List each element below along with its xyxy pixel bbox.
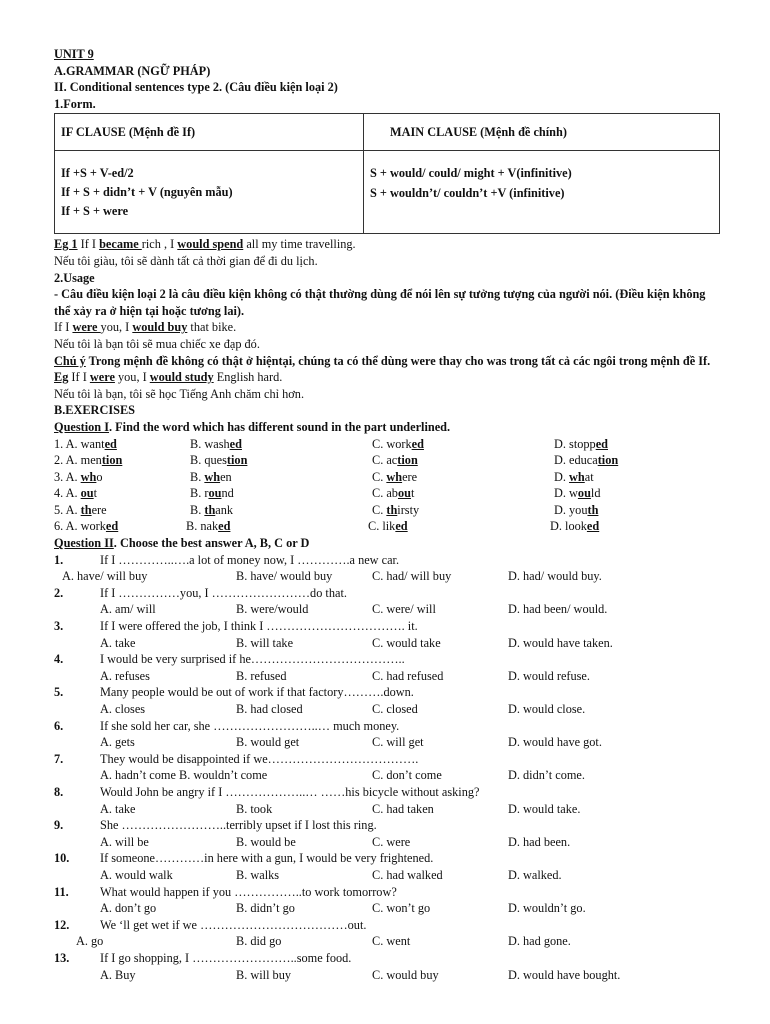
usage-example-underlined: were [72, 320, 101, 335]
main-clause-header: MAIN CLAUSE (Mệnh đề chính) [364, 114, 720, 151]
usage-example-underlined: would buy [132, 320, 188, 335]
q1-option-underlined: th [587, 502, 599, 517]
q2-option: B. would be [236, 834, 296, 849]
question-1-list [54, 436, 724, 536]
q1-row [54, 502, 724, 519]
q1-option-text: ere [402, 469, 418, 484]
q1-option [190, 469, 372, 486]
q2-option: D. walked. [508, 867, 562, 882]
q2-option: A. go [76, 934, 104, 949]
topic-heading: II. Conditional sentences type 2. (Câu điều kiện loại 2) [54, 80, 338, 95]
q2-stem: If she sold her car, she ……………………..… much money. [100, 718, 400, 733]
unit-title: UNIT 9 [54, 47, 94, 61]
q2-answers [54, 635, 724, 652]
q1-option [554, 469, 724, 486]
q1-option-text: C. lik [368, 519, 396, 534]
q2-stem: She ……………………..terribly upset if I lost this ring. [100, 818, 377, 833]
q2-option: C. had refused [372, 668, 444, 683]
q2-stem: They would be disappointed if we………………………………. [100, 751, 419, 766]
q2-answers [54, 933, 724, 950]
q2-option: A. will be [100, 834, 149, 849]
q2-number: 6. [54, 718, 64, 733]
note-text: Trong mệnh đề không có thật ở hiệntại, chúng ta có thể dùng were thay cho was trong tất cả các ngôi trong mệnh đề If. [85, 353, 711, 368]
q1-option [190, 502, 372, 519]
q2-option: B. were/would [236, 602, 309, 617]
q2-number: 11. [54, 884, 69, 899]
q1-option-text: B. [190, 502, 205, 517]
q1-option [372, 469, 554, 486]
q2-answers [54, 900, 724, 917]
q1-option [550, 518, 720, 535]
note-example [54, 369, 724, 386]
q2-question [54, 751, 724, 768]
q2-option: B. did go [236, 934, 282, 949]
q2-stem: If I go shopping, I ……………………..some food. [100, 950, 352, 965]
q1-option-text: C. [372, 469, 387, 484]
usage-example [54, 319, 724, 336]
q1-option-text: en [220, 469, 232, 484]
q1-option-text: C. [372, 502, 387, 517]
q1-option-text: D. you [554, 502, 588, 517]
q1-option [54, 436, 190, 453]
q1-option-underlined: wh [204, 469, 221, 484]
q2-answers [54, 734, 724, 751]
q1-option [554, 452, 724, 469]
q1-option-underlined: tion [597, 453, 619, 468]
q1-option-underlined: th [80, 502, 92, 517]
q2-answers [54, 568, 724, 585]
q2-question [54, 917, 724, 934]
q1-option [54, 502, 190, 519]
q1-option-underlined: ed [595, 436, 608, 451]
q2-option: C. closed [372, 702, 418, 716]
q2-option: B. would get [236, 735, 300, 750]
q1-option-text: at [584, 469, 594, 484]
note-label: Chú ý [54, 353, 86, 368]
q1-row [54, 436, 724, 453]
q2-option: C. had taken [372, 801, 434, 816]
q2-question [54, 850, 724, 867]
q2-question [54, 651, 724, 668]
q1-option [554, 436, 724, 453]
q1-option [372, 502, 554, 519]
q1-option-text: B. ques [190, 453, 227, 468]
question-1-label: Question I [54, 419, 110, 434]
q1-option [554, 485, 724, 502]
q1-option-text: B. wash [190, 436, 230, 451]
q2-question [54, 950, 724, 967]
q2-question [54, 817, 724, 834]
q2-number: 3. [54, 619, 64, 634]
q1-option-text: t [93, 486, 98, 501]
q1-option-underlined: ed [586, 519, 600, 534]
q2-option: C. won’t go [372, 901, 431, 916]
q1-option-text: B. r [190, 486, 209, 501]
q2-stem: If someone…………in here with a gun, I would be very frightened. [100, 851, 434, 866]
q2-option: C. were [372, 834, 411, 849]
q2-number: 8. [54, 784, 64, 799]
q1-option-text: ld [590, 486, 601, 501]
q2-option: D. had been. [508, 834, 571, 849]
q2-number: 5. [54, 685, 64, 700]
q1-row [54, 518, 724, 535]
eg1-text: If I [77, 237, 100, 252]
q2-option: D. had gone. [508, 934, 571, 949]
q2-option: A. take [100, 635, 136, 650]
q2-number: 7. [54, 751, 64, 766]
q1-option-text: B. [190, 469, 205, 484]
q2-stem: We ‘ll get wet if we ………………………………out. [100, 917, 367, 932]
q1-option-text: 6. A. work [54, 519, 106, 534]
q2-stem: Would John be angry if I ………………..… ……his bicycle without asking? [100, 784, 480, 799]
exercises-heading: B.EXERCISES [54, 403, 135, 418]
q2-option: A. Buy [100, 967, 136, 982]
q2-option: D. had/ would buy. [508, 569, 602, 584]
main-row-2: S + wouldn’t/ couldn’t +V (infinitive) [370, 186, 565, 201]
q2-option: A. closes [100, 702, 146, 716]
q2-stem: If I ……………you, I ……………………do that. [100, 585, 347, 600]
worksheet-content [54, 46, 724, 983]
question-2-label: Question II [54, 536, 114, 551]
q2-option: D. would have got. [508, 735, 602, 750]
q2-answers [54, 668, 724, 685]
q2-stem: If I were offered the job, I think I ……………………………. it. [100, 619, 418, 634]
q2-stem: Many people would be out of work if that factory……….down. [100, 685, 414, 700]
q2-option: B. will buy [236, 967, 291, 982]
q1-option [54, 452, 190, 469]
q1-option-text: irsty [397, 502, 420, 517]
q1-option-underlined: wh [386, 469, 403, 484]
q1-option-underlined: tion [101, 453, 123, 468]
q1-option-underlined: ed [105, 519, 119, 534]
q1-option [372, 452, 554, 469]
q2-option: C. would buy [372, 967, 439, 982]
q2-answers [54, 701, 724, 718]
q1-row [54, 485, 724, 502]
q1-option-text: 2. A. men [54, 453, 102, 468]
note-translation: Nếu tôi là bạn, tôi sẽ học Tiếng Anh chăm chỉ hơn. [54, 386, 305, 401]
q1-option-underlined: ou [208, 486, 222, 501]
q1-option-text: D. stopp [554, 436, 596, 451]
q2-number: 4. [54, 652, 64, 667]
q1-option-text: nd [221, 486, 234, 501]
q2-answers [54, 834, 724, 851]
q1-option [554, 502, 724, 519]
q2-option: A. have/ will buy [62, 569, 148, 584]
q1-option-text: C. ab [372, 486, 398, 501]
if-clause-header: IF CLAUSE (Mệnh đề If) [55, 114, 364, 151]
q1-option [372, 485, 554, 502]
eg1-translation: Nếu tôi giàu, tôi sẽ dành tất cả thời gian để đi du lịch. [54, 253, 318, 268]
q2-answers [54, 601, 724, 618]
q1-option-text: t [410, 486, 415, 501]
eg1-text: rich , I [141, 237, 178, 252]
q2-option: D. would have taken. [508, 635, 613, 650]
q1-option [190, 436, 372, 453]
q2-option: B. have/ would buy [236, 569, 333, 584]
main-row-1: S + would/ could/ might + V(infinitive) [370, 166, 572, 181]
q1-option-underlined: ou [80, 486, 94, 501]
q2-option: B. took [236, 801, 273, 816]
usage-heading: 2.Usage [54, 270, 95, 285]
main-clause-formulas [364, 151, 720, 234]
q1-option-text: D. [554, 469, 570, 484]
eg1-label: Eg 1 [54, 237, 78, 252]
q2-option: C. went [372, 934, 411, 949]
form-table [54, 113, 720, 234]
q1-option-text: ere [91, 502, 107, 517]
usage-example-text: you, I [100, 320, 133, 335]
q2-option: D. would take. [508, 801, 581, 816]
note-eg-underlined: were [89, 370, 115, 385]
q1-option [54, 485, 190, 502]
q2-question [54, 585, 724, 602]
q1-option-text: D. w [554, 486, 578, 501]
q1-option [372, 436, 554, 453]
q2-option: B. walks [236, 867, 280, 882]
q1-option-underlined: ed [229, 436, 242, 451]
note-paragraph [54, 353, 724, 370]
q1-option [190, 485, 372, 502]
note-eg-label: Eg [54, 370, 69, 385]
q1-option-underlined: tion [397, 453, 418, 468]
q2-option: B. didn’t go [236, 901, 295, 916]
q2-option: A. refuses [100, 668, 150, 683]
question-2-list [54, 552, 724, 983]
q2-number: 9. [54, 818, 64, 833]
q2-option: D. would refuse. [508, 668, 590, 683]
q1-option-text: C. work [372, 436, 412, 451]
q2-question [54, 784, 724, 801]
q1-option-text: D. educa [554, 453, 598, 468]
note-eg-underlined: would study [149, 370, 214, 385]
q1-option-underlined: ou [577, 486, 591, 501]
q1-option-text: 5. A. [54, 502, 81, 517]
q2-option: D. would have bought. [508, 967, 621, 982]
q1-option-underlined: tion [226, 453, 248, 468]
q1-option [368, 518, 550, 535]
q2-number: 1. [54, 552, 64, 567]
q2-option: A. gets [100, 735, 135, 750]
q2-stem: If I …………..….a lot of money now, I ………….a new car. [100, 552, 400, 567]
q2-number: 2. [54, 585, 64, 600]
q1-option-text: 4. A. [54, 486, 81, 501]
q1-option-text: 3. A. [54, 469, 81, 484]
note-eg-text: English hard. [213, 370, 283, 385]
q2-question [54, 684, 724, 701]
q1-option [54, 469, 190, 486]
question-1-text: . Find the word which has different sound in the part underlined. [109, 419, 451, 434]
eg1-underlined: became [99, 237, 142, 252]
q2-option: C. had walked [372, 867, 443, 882]
if-row-3: If + S + were [61, 203, 129, 218]
q2-question [54, 884, 724, 901]
q1-row [54, 452, 724, 469]
if-row-2: If + S + didn’t + V (nguyên mẫu) [61, 184, 233, 199]
q1-option-underlined: th [386, 502, 398, 517]
q2-question [54, 618, 724, 635]
q2-option: A. hadn’t come B. wouldn’t come [100, 768, 268, 783]
usage-translation: Nếu tôi là bạn tôi sẽ mua chiếc xe đạp đó. [54, 336, 260, 351]
q1-option-text: o [96, 469, 103, 484]
question-2-text: . Choose the best answer A, B, C or D [113, 536, 310, 551]
question-1-heading [54, 419, 724, 436]
q2-option [236, 767, 372, 784]
eg1-text: all my time travelling. [243, 237, 356, 252]
q2-option: C. would take [372, 635, 441, 650]
section-a-heading: A.GRAMMAR (NGỮ PHÁP) [54, 63, 211, 78]
q1-option-text: ank [215, 502, 234, 517]
note-eg-text: you, I [114, 370, 150, 385]
q2-number: 13. [54, 950, 70, 965]
q1-option [190, 452, 372, 469]
q1-option-underlined: th [204, 502, 216, 517]
q1-option-underlined: ed [411, 436, 424, 451]
q1-option-underlined: wh [569, 469, 585, 484]
q1-row [54, 469, 724, 486]
q2-answers [54, 767, 724, 784]
q1-option [186, 518, 368, 535]
q2-option: B. will take [236, 635, 294, 650]
q2-option: C. were/ will [372, 602, 436, 617]
q2-option: A. take [100, 801, 136, 816]
q2-option: C. had/ will buy [372, 569, 452, 584]
q2-option: A. am/ will [100, 602, 156, 617]
q2-option: A. don’t go [100, 901, 157, 916]
q2-stem: I would be very surprised if he……………………………….. [100, 652, 405, 667]
q2-option: C. will get [372, 735, 424, 750]
form-heading: 1.Form. [54, 96, 96, 111]
if-row-1: If +S + V-ed/2 [61, 165, 134, 180]
usage-example-text: If I [54, 320, 73, 335]
eg1-sentence [54, 236, 724, 253]
note-eg-text: If I [68, 370, 90, 385]
q1-option-underlined: ed [104, 436, 117, 451]
q2-answers [54, 801, 724, 818]
q2-option: D. had been/ would. [508, 602, 608, 617]
question-2-heading [54, 535, 724, 552]
q1-option-underlined: ed [218, 519, 231, 534]
q1-option-underlined: ou [397, 486, 411, 501]
q2-option: B. refused [236, 668, 287, 683]
q2-option: D. didn’t come. [508, 768, 585, 783]
usage-example-text: that bike. [187, 320, 237, 335]
q1-option-text: D. look [550, 519, 587, 534]
q1-option-text: C. ac [372, 453, 398, 468]
q2-option: D. would close. [508, 702, 586, 716]
q2-answers [54, 967, 724, 984]
eg1-underlined: would spend [177, 237, 244, 252]
usage-text: - Câu điều kiện loại 2 là câu điều kiện không có thật thường dùng để nói lên sự tưởng tượng của người nói. (Điều kiện không thể xảy ra ở hiện tại hoặc tương lai). [54, 287, 706, 318]
q1-option-text: 1. A. want [54, 436, 105, 451]
q1-option-text: B. nak [186, 519, 219, 534]
q2-option: A. would walk [100, 867, 173, 882]
q2-question [54, 552, 724, 569]
q2-stem: What would happen if you ……………..to work tomorrow? [100, 884, 397, 899]
q2-option: D. wouldn’t go. [508, 901, 586, 916]
q1-option-underlined: ed [395, 519, 408, 534]
q2-option: B. had closed [236, 702, 303, 716]
q2-question [54, 718, 724, 735]
if-clause-formulas [55, 151, 364, 234]
q2-option: C. don’t come [372, 768, 442, 783]
q2-number: 10. [54, 851, 70, 866]
q1-option-underlined: wh [80, 469, 97, 484]
q2-answers [54, 867, 724, 884]
q1-option [54, 518, 186, 535]
q2-number: 12. [54, 917, 70, 932]
